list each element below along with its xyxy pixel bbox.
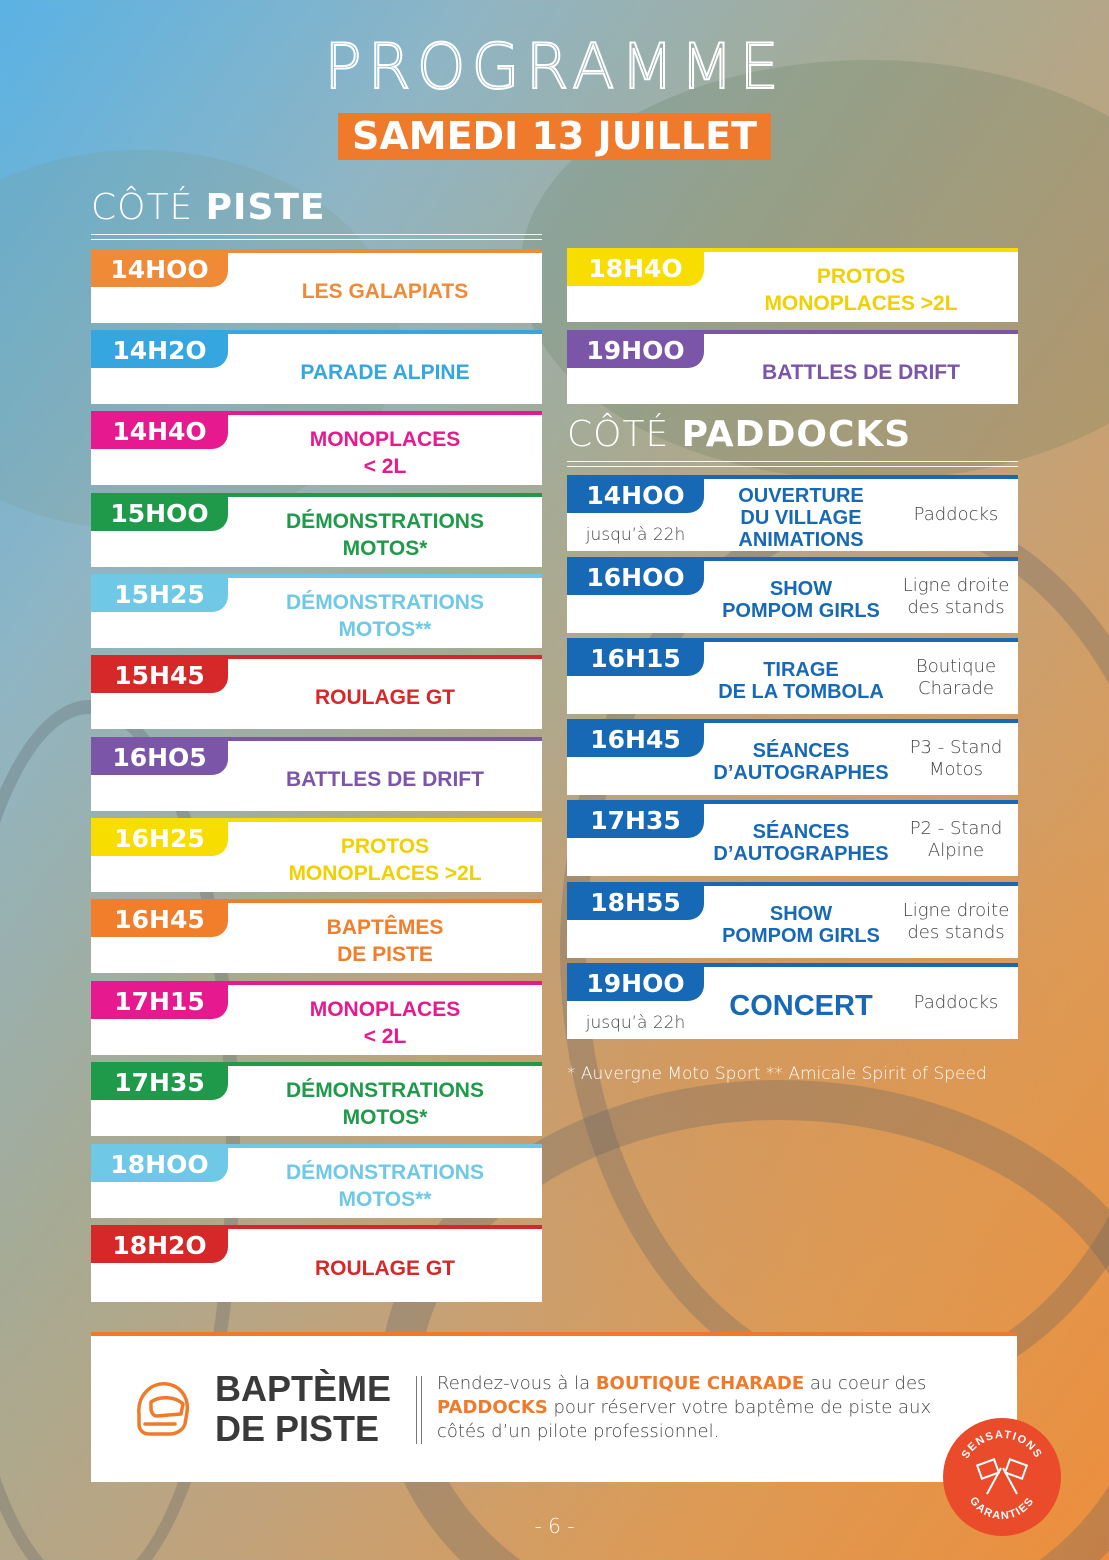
bapteme-title: BAPTÈME DE PISTE xyxy=(215,1368,392,1449)
event-time: 17H15 xyxy=(91,985,228,1019)
event-label: OUVERTURE DU VILLAGE ANIMATIONS xyxy=(738,485,864,551)
page-number: - 6 - xyxy=(534,1514,575,1538)
svg-text:SENSATIONS xyxy=(959,1429,1044,1461)
paddock-event-card xyxy=(567,800,1018,876)
piste-event-card xyxy=(91,493,542,567)
event-label: DÉMONSTRATIONS MOTOS** xyxy=(286,1161,484,1211)
paddock-event-card xyxy=(567,475,1018,551)
event-label: CONCERT xyxy=(729,990,873,1022)
piste-event-card xyxy=(91,1144,542,1218)
event-label: SHOW POMPOM GIRLS xyxy=(722,578,880,622)
bapteme-box xyxy=(91,1332,1017,1482)
event-label: BATTLES DE DRIFT xyxy=(286,767,484,791)
bapteme-highlight-paddocks: PADDOCKS xyxy=(437,1397,548,1418)
event-location: Paddocks xyxy=(913,504,999,525)
event-time: 14HOO xyxy=(567,479,704,513)
piste-event-card xyxy=(91,899,542,973)
event-time: 16HO5 xyxy=(91,741,228,775)
event-time: 18H55 xyxy=(567,886,704,920)
piste-event-card xyxy=(91,655,542,729)
piste-event-card xyxy=(91,330,542,404)
piste-event-card xyxy=(91,737,542,811)
event-time: 18H2O xyxy=(91,1229,228,1263)
event-time: 16H45 xyxy=(567,723,704,757)
piste-event-card xyxy=(91,1062,542,1136)
event-time: 18H4O xyxy=(567,252,704,286)
event-location: P2 - Stand Alpine xyxy=(909,818,1003,861)
bapteme-text-part: Rendez-vous à la xyxy=(437,1373,596,1394)
event-label: BATTLES DE DRIFT xyxy=(762,360,960,384)
event-time: 14H4O xyxy=(91,415,228,449)
event-label: PROTOS MONOPLACES >2L xyxy=(288,835,482,885)
event-location: Paddocks xyxy=(913,992,999,1013)
event-time: 17H35 xyxy=(567,804,704,838)
event-label: ROULAGE GT xyxy=(315,685,455,709)
paddock-event-card xyxy=(567,882,1018,958)
event-label: LES GALAPIATS xyxy=(301,279,469,303)
event-until: jusqu’à 22h xyxy=(585,1013,686,1033)
paddock-event-card xyxy=(567,638,1018,714)
event-label: SÉANCES D’AUTOGRAPHES xyxy=(713,821,889,865)
paddock-event-card xyxy=(567,719,1018,795)
bapteme-text-part: pour réserver votre baptême de piste aux côtés d’un pilote professionnel. xyxy=(437,1397,932,1442)
event-until: jusqu’à 22h xyxy=(585,525,686,545)
event-label: BAPTÊMES DE PISTE xyxy=(326,916,444,966)
event-time: 14HOO xyxy=(91,253,228,287)
event-label: MONOPLACES < 2L xyxy=(309,428,461,478)
event-label: ROULAGE GT xyxy=(315,1257,455,1280)
bapteme-text xyxy=(437,1372,977,1444)
event-label: MONOPLACES < 2L xyxy=(309,998,461,1048)
badge-top-text: SENSATIONS xyxy=(959,1428,1045,1461)
section-heading-light: CÔTÉ xyxy=(91,187,194,228)
event-time: 16H45 xyxy=(91,903,228,937)
section-rule-piste xyxy=(91,234,542,240)
piste-event-card xyxy=(91,1225,542,1302)
event-time: 16HOO xyxy=(567,561,704,595)
event-time: 19HOO xyxy=(567,967,704,1001)
helmet-icon xyxy=(131,1376,195,1440)
paddock-event-card xyxy=(567,963,1018,1039)
event-time: 15H45 xyxy=(91,659,228,693)
badge-bottom-text: GARANTIES xyxy=(967,1494,1037,1523)
event-location: Ligne droite des stands xyxy=(902,575,1010,618)
bapteme-separator xyxy=(416,1376,422,1444)
piste-event-card xyxy=(91,249,542,323)
event-label: PROTOS MONOPLACES >2L xyxy=(764,265,958,315)
bapteme-text-part: au coeur des xyxy=(804,1373,927,1394)
event-location: P3 - Stand Motos xyxy=(909,737,1003,780)
event-time: 15HOO xyxy=(91,497,228,531)
event-location: Boutique Charade xyxy=(915,656,997,699)
section-heading-piste xyxy=(91,187,326,228)
section-heading-light: CÔTÉ xyxy=(567,414,670,455)
event-label: TIRAGE DE LA TOMBOLA xyxy=(718,659,884,703)
checkered-flags-icon xyxy=(977,1459,1027,1494)
event-location: Ligne droite des stands xyxy=(902,900,1010,943)
event-time: 14H2O xyxy=(91,334,228,368)
event-time: 15H25 xyxy=(91,578,228,612)
event-label: DÉMONSTRATIONS MOTOS* xyxy=(286,510,484,560)
piste-event-card xyxy=(567,330,1018,404)
event-label: DÉMONSTRATIONS MOTOS* xyxy=(286,1079,484,1129)
paddock-event-card xyxy=(567,557,1018,633)
piste-event-card xyxy=(91,411,542,485)
piste-event-card xyxy=(91,818,542,892)
page-title: PROGRAMME xyxy=(324,30,785,103)
event-time: 19HOO xyxy=(567,334,704,368)
piste-event-card xyxy=(91,981,542,1055)
footnote: * Auvergne Moto Sport ** Amicale Spirit of Speed xyxy=(567,1064,987,1084)
date-banner: SAMEDI 13 JUILLET xyxy=(338,113,771,160)
section-heading-bold: PADDOCKS xyxy=(681,414,912,455)
piste-event-card xyxy=(91,574,542,648)
event-time: 18HOO xyxy=(91,1148,228,1182)
bapteme-highlight-boutique: BOUTIQUE CHARADE xyxy=(595,1373,805,1394)
section-heading-bold: PISTE xyxy=(205,187,326,228)
event-time: 16H25 xyxy=(91,822,228,856)
event-time: 17H35 xyxy=(91,1066,228,1100)
event-time: 16H15 xyxy=(567,642,704,676)
event-label: PARADE ALPINE xyxy=(300,360,470,384)
section-rule-paddocks xyxy=(567,461,1018,467)
event-label: DÉMONSTRATIONS MOTOS** xyxy=(286,591,484,641)
event-label: SÉANCES D’AUTOGRAPHES xyxy=(713,740,889,784)
event-label: SHOW POMPOM GIRLS xyxy=(722,903,880,947)
section-heading-paddocks xyxy=(567,414,911,455)
piste-event-card xyxy=(567,248,1018,322)
